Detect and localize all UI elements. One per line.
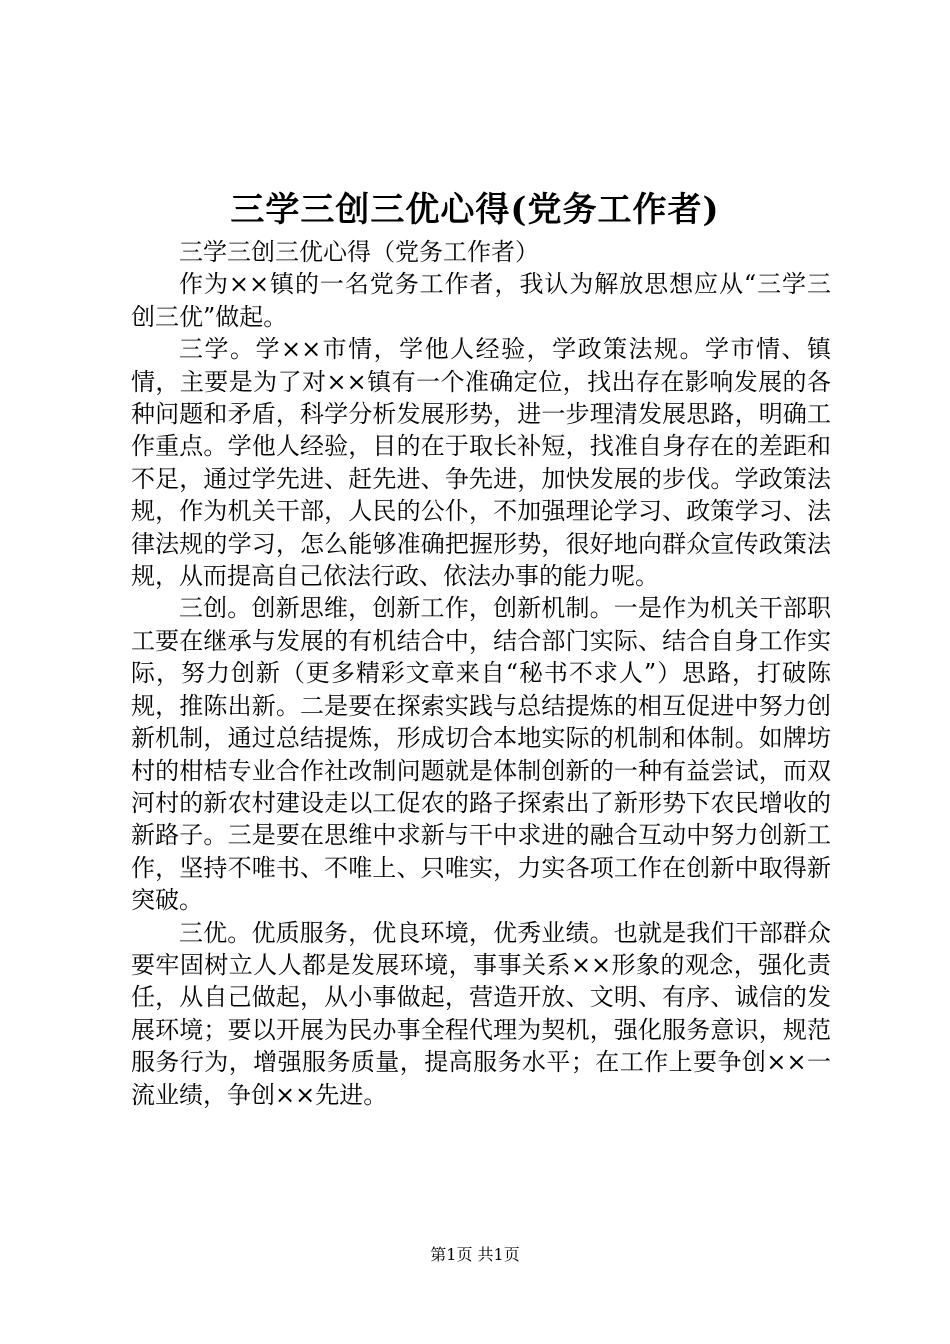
paragraph-san-xue: 三学。学××市情，学他人经验，学政策法规。学市情、镇情，主要是为了对××镇有一个准确定位，找出存在影响发展的各种问题和矛盾，科学分析发展形势，进一步理清发展思路，明确工作重点。学他人经验，目的在于取长补短，找准自身存在的差距和不足，通过学先进、赶先进、争先进，加快发展的步伐。学政策法规，作为机关干部，人民的公仆，不加强理论学习、政策学习、法律法规的学习，怎么能够准确把握形势，很好地向群众宣传政策法规，从而提高自己依法行政、依法办事的能力呢。	[131, 335, 831, 591]
page-footer: 第1页 共1页	[430, 1245, 520, 1264]
paragraph-san-chuang: 三创。创新思维，创新工作，创新机制。一是作为机关干部职工要在继承与发展的有机结合中，结合部门实际、结合自身工作实际，努力创新（更多精彩文章来自“秘书不求人”）思路，打破陈规，推陈出新。二是要在探索实践与总结提炼的相互促进中努力创新机制，通过总结提炼，形成切合本地实际的机制和体制。如牌坊村的柑桔专业合作社改制问题就是体制创新的一种有益尝试，而双河村的新农村建设走以工促农的路子探索出了新形势下农民增收的新路子。三是要在思维中求新与干中求进的融合互动中努力创新工作，坚持不唯书、不唯上、只唯实，力实各项工作在创新中取得新突破。	[131, 594, 831, 915]
document-body	[131, 236, 831, 1111]
paragraph-san-you: 三优。优质服务，优良环境，优秀业绩。也就是我们干部群众要牢固树立人人都是发展环境，事事关系××形象的观念，强化责任，从自己做起，从小事做起，营造开放、文明、有序、诚信的发展环境；要以开展为民办事全程代理为契机，强化服务意识，规范服务行为，增强服务质量，提高服务水平；在工作上要争创××一流业绩，争创××先进。	[131, 918, 831, 1109]
paragraph-intro: 作为××镇的一名党务工作者，我认为解放思想应从“三学三创三优”做起。	[131, 270, 831, 331]
document-title: 三学三创三优心得(党务工作者)	[230, 190, 720, 230]
paragraph-subtitle: 三学三创三优心得（党务工作者）	[179, 238, 539, 266]
